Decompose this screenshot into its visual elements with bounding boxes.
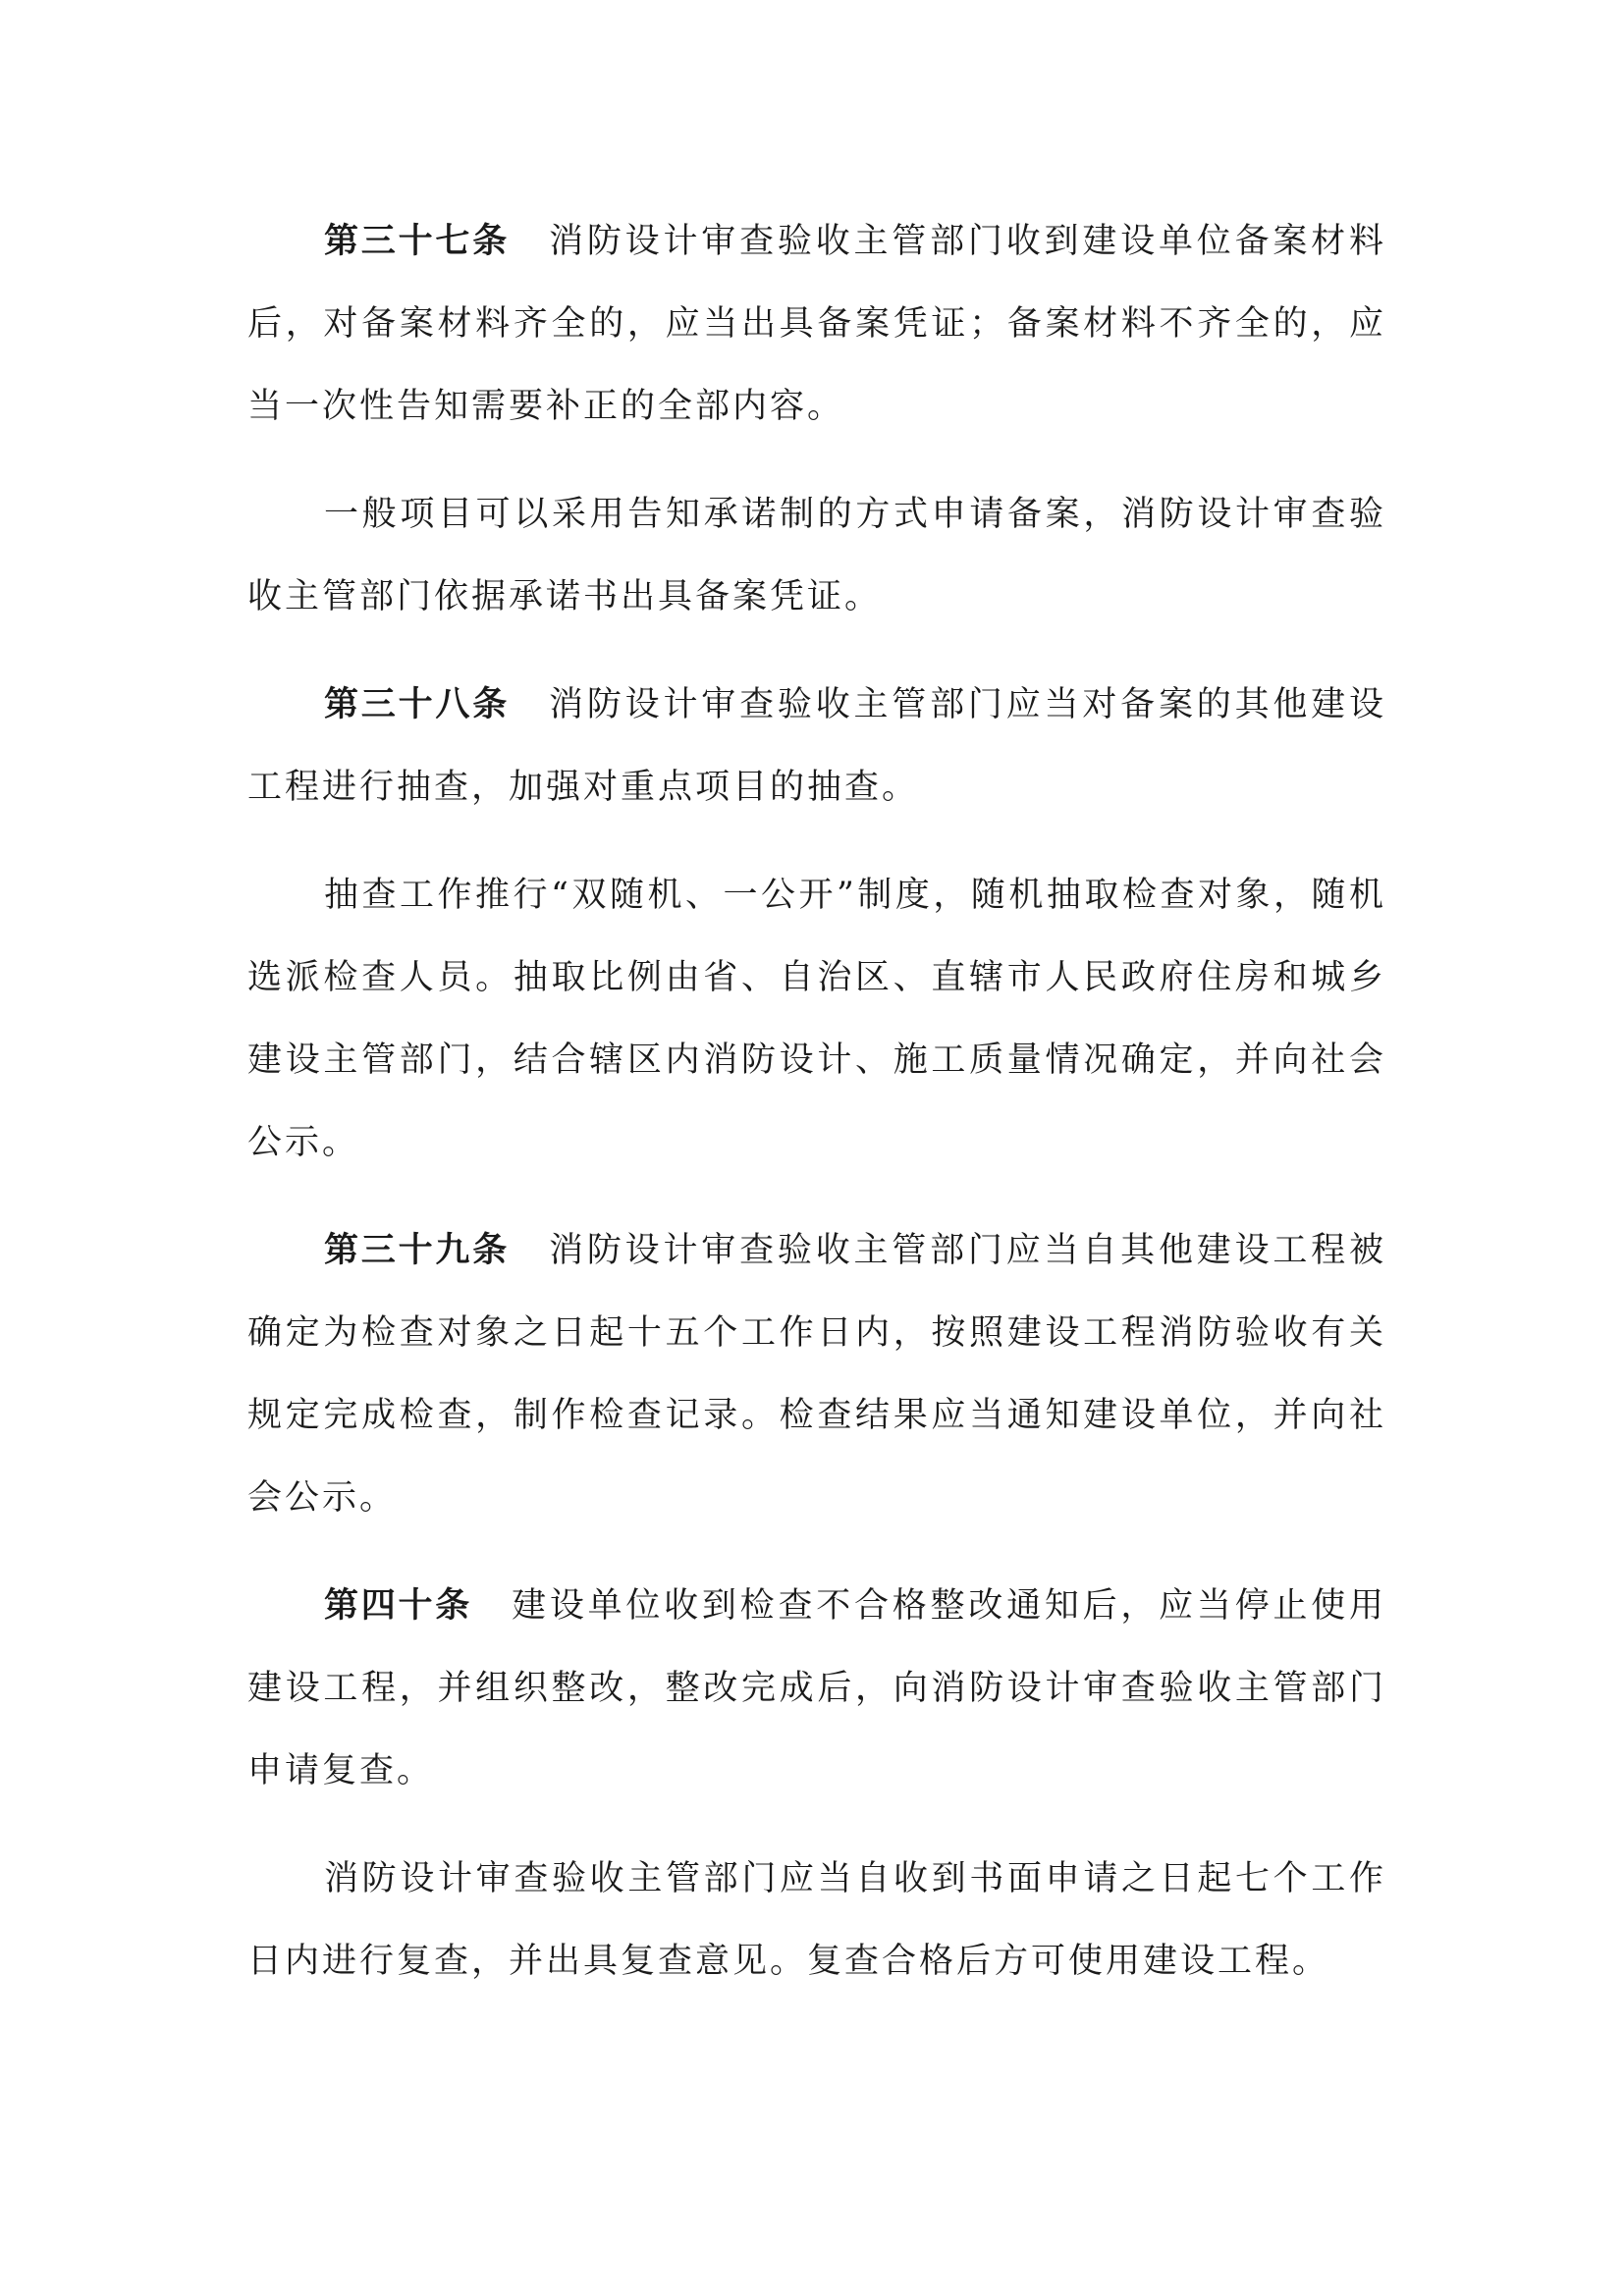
- article-38: [247, 664, 1386, 828]
- article-body: 消防设计审查验收主管部门应当对备案的其他建设工程进行抽查，加强对重点项目的抽查。: [247, 685, 1386, 807]
- paragraph-40-2: [247, 1838, 1386, 2002]
- article-body: 消防设计审查验收主管部门收到建设单位备案材料后，对备案材料齐全的，应当出具备案凭证；备案材料不齐全的，应当一次性告知需要补正的全部内容。: [247, 222, 1386, 426]
- article-39: [247, 1209, 1386, 1539]
- paragraph-37-2: [247, 473, 1386, 638]
- article-body: 建设单位收到检查不合格整改通知后，应当停止使用建设工程，并组织整改，整改完成后，向消防设计审查验收主管部门申请复查。: [247, 1586, 1386, 1790]
- document-page: [247, 200, 1386, 2028]
- article-heading: 第三十八条: [324, 685, 511, 724]
- article-heading: 第三十九条: [324, 1231, 511, 1270]
- paragraph-38-2: [247, 854, 1386, 1184]
- article-body: 消防设计审查验收主管部门应当自其他建设工程被确定为检查对象之日起十五个工作日内，按照建设工程消防验收有关规定完成检查，制作检查记录。检查结果应当通知建设单位，并向社会公示。: [247, 1231, 1386, 1518]
- article-heading: 第三十七条: [324, 222, 511, 261]
- paragraph-body: 抽查工作推行“双随机、一公开”制度，随机抽取检查对象，随机选派检查人员。抽取比例由省、自治区、直辖市人民政府住房和城乡建设主管部门，结合辖区内消防设计、施工质量情况确定，并向社会公示。: [247, 876, 1386, 1162]
- paragraph-body: 一般项目可以采用告知承诺制的方式申请备案，消防设计审查验收主管部门依据承诺书出具备案凭证。: [247, 495, 1386, 616]
- article-37: [247, 200, 1386, 448]
- paragraph-body: 消防设计审查验收主管部门应当自收到书面申请之日起七个工作日内进行复查，并出具复查意见。复查合格后方可使用建设工程。: [247, 1859, 1386, 1981]
- article-40: [247, 1565, 1386, 1812]
- article-heading: 第四十条: [324, 1586, 473, 1626]
